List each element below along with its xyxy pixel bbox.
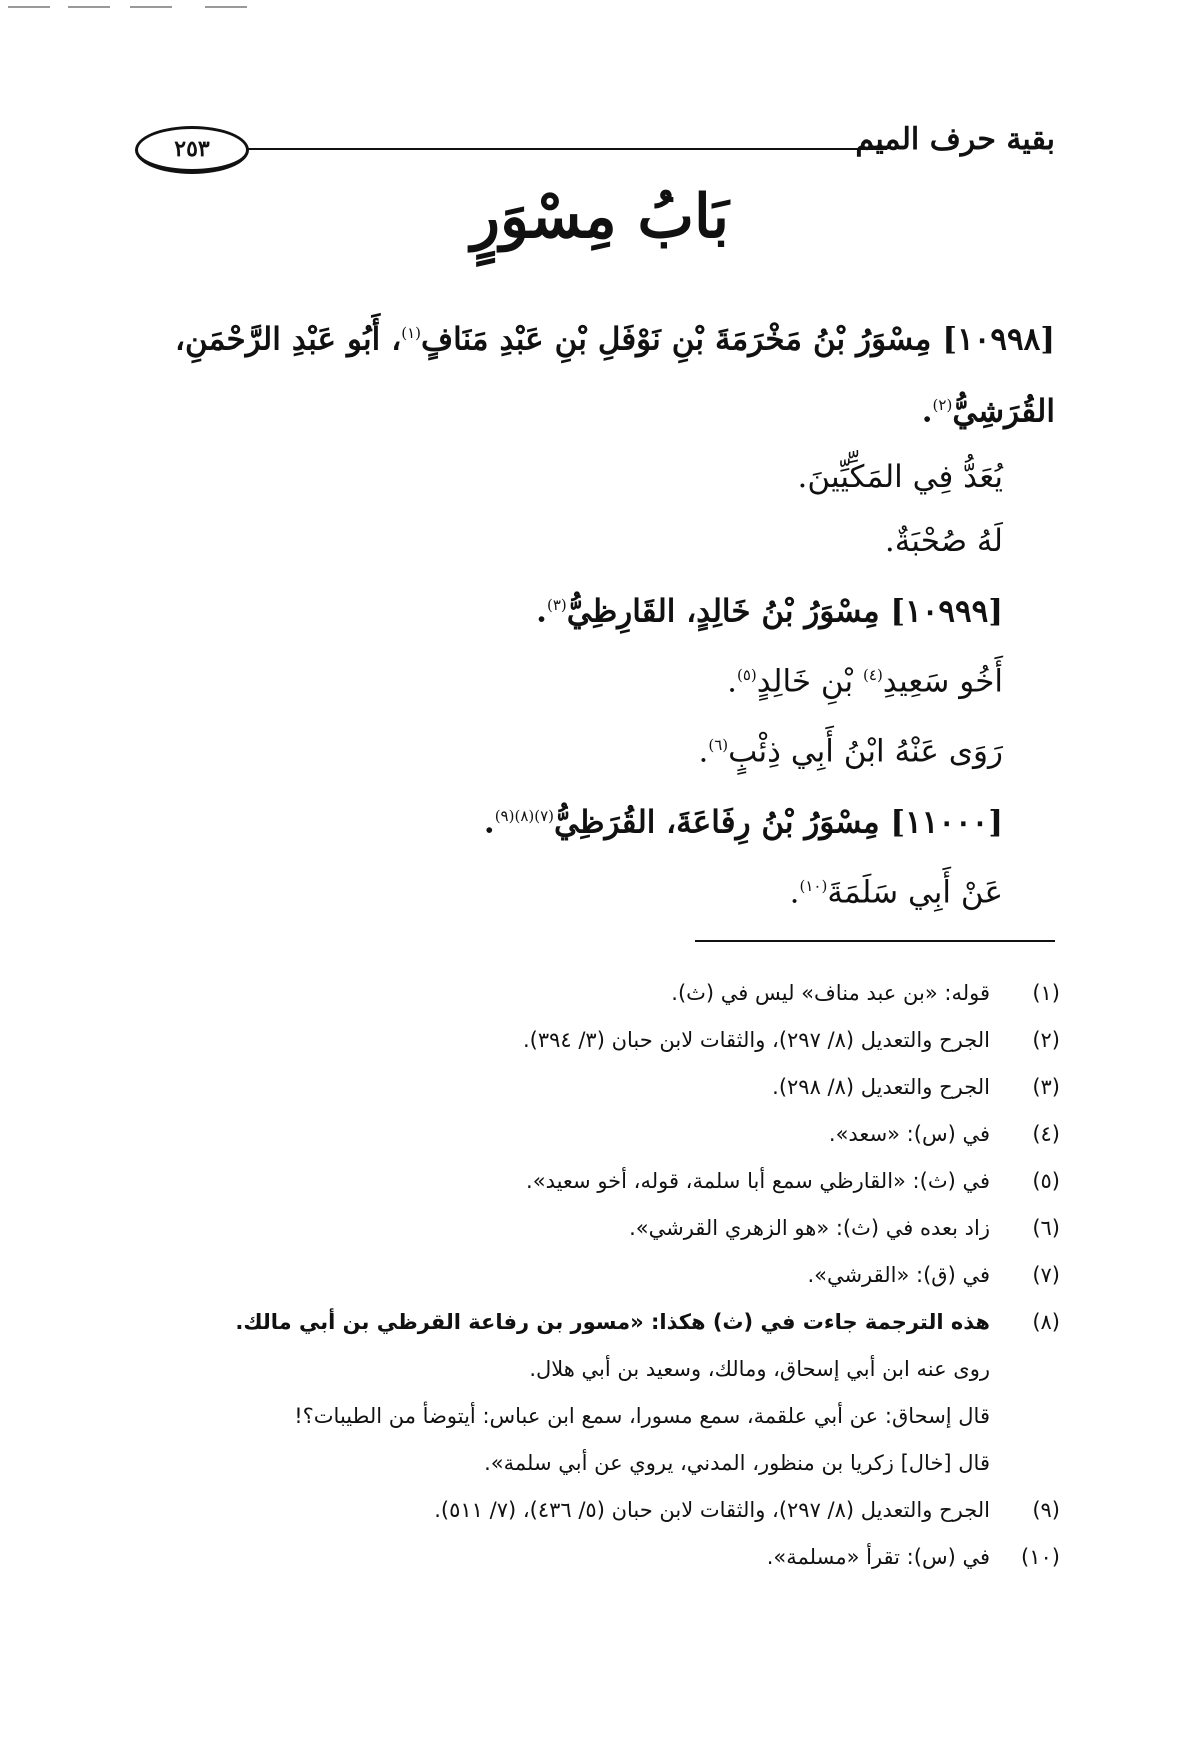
entry-10998-line: لَهُ صُحْبَةٌ. — [884, 522, 1003, 559]
footnote-continuation: روى عنه ابن أبي إسحاق، ومالك، وسعيد بن أبي هلال. — [529, 1357, 990, 1381]
entry-text: رَوَى عَنْهُ ابْنُ أَبِي ذِئْبٍ — [728, 733, 1003, 770]
entry-10999-line — [175, 713, 1055, 783]
entry-text: بْنِ خَالِدٍ — [756, 663, 864, 700]
entry-10999-line — [175, 643, 1055, 713]
footnote-number: (٩) — [1032, 1498, 1060, 1522]
footnote-continuation: قال إسحاق: عن أبي علقمة، سمع مسورا، سمع ابن عباس: أيتوضأ من الطيبات؟! — [294, 1404, 990, 1428]
page-number: ٢٥٣ — [135, 126, 249, 174]
footnote — [160, 1064, 1060, 1111]
footnote-text: الجرح والتعديل (٨/ ٢٩٨). — [772, 1075, 990, 1099]
entry-text: أَخُو سَعِيدِ — [882, 663, 1003, 700]
chapter-title: بَابُ مِسْوَرٍ — [471, 182, 729, 252]
footnote-number: (٥) — [1032, 1169, 1060, 1193]
entry-head-text: . — [483, 803, 495, 840]
entry-text: عَنْ أَبِي سَلَمَةَ — [827, 874, 1003, 911]
entry-head-text: [١٠٩٩٨] مِسْوَرُ بْنُ مَخْرَمَةَ بْنِ نَوْفَلِ بْنِ عَبْدِ مَنَافٍ — [421, 321, 1055, 358]
entry-text: . — [698, 733, 709, 770]
footnote — [160, 1299, 1060, 1346]
entry-11000-line — [175, 854, 1055, 924]
footnote-number: (٦) — [1032, 1216, 1060, 1240]
footnote-text: في (ث): «القارظي سمع أبا سلمة، قوله، أخو سعيد». — [526, 1169, 990, 1193]
footnote-text: في (س): تقرأ «مسلمة». — [766, 1545, 990, 1569]
footnote-ref: (١٠) — [799, 876, 828, 895]
footnote-text: زاد بعده في (ث): «هو الزهري القرشي». — [629, 1216, 990, 1240]
footnote-text: الجرح والتعديل (٨/ ٢٩٧)، والثقات لابن حبان (٥/ ٤٣٦)، (٧/ ٥١١). — [434, 1498, 990, 1522]
footnote-text: في (س): «سعد». — [828, 1122, 990, 1146]
footnote-continuation: قال [خال] زكريا بن منظور، المدني، يروي عن أبي سلمة». — [484, 1451, 990, 1475]
entry-11000-head — [175, 784, 1055, 854]
footnote — [160, 1017, 1060, 1064]
footnote — [160, 1158, 1060, 1205]
footnote-ref: (٦) — [708, 736, 729, 755]
entry-10999-head — [175, 573, 1055, 643]
footnote-number: (٤) — [1032, 1122, 1060, 1146]
footnote — [160, 1534, 1060, 1581]
entry-10998-head — [175, 300, 1055, 445]
footnote — [160, 1487, 1060, 1534]
entry-head-text: ، أَبُو عَبْدِ الرَّحْمَنِ، القُرَشِيُّ — [175, 321, 1055, 430]
scan-marks — [0, 6, 400, 10]
footnote — [160, 1205, 1060, 1252]
footnotes — [160, 970, 1060, 1581]
entry-head-text: [١١٠٠٠] مِسْوَرُ بْنُ رِفَاعَةَ، القُرَظِيُّ — [554, 803, 1003, 840]
footnote-text: قوله: «بن عبد مناف» ليس في (ث). — [671, 981, 990, 1005]
footnote-separator — [695, 940, 1055, 942]
footnote-number: (٣) — [1032, 1075, 1060, 1099]
footnote-text: هذه الترجمة جاءت في (ث) هكذا: «مسور بن رفاعة القرظي بن أبي مالك. — [235, 1310, 990, 1334]
footnote-text: في (ق): «القرشي». — [807, 1263, 990, 1287]
footnote-ref: (٧)(٨)(٩) — [494, 806, 555, 825]
footnote-number: (٢) — [1032, 1028, 1060, 1052]
entry-head-text: [١٠٩٩٩] مِسْوَرُ بْنُ خَالِدٍ، القَارِظِيُّ — [566, 592, 1003, 629]
footnote-number: (١) — [1032, 981, 1060, 1005]
entry-text: . — [727, 663, 737, 700]
footnote — [160, 970, 1060, 1017]
footnote — [160, 1111, 1060, 1158]
footnote-text: الجرح والتعديل (٨/ ٢٩٧)، والثقات لابن حبان (٣/ ٣٩٤). — [522, 1028, 990, 1052]
entry-10998-line: يُعَدُّ فِي المَكِّيِّينَ. — [797, 458, 1003, 495]
running-head: بقية حرف الميم — [855, 122, 1055, 157]
entry-head-text: . — [536, 592, 547, 629]
header-rule — [247, 148, 887, 150]
footnote — [160, 1252, 1060, 1299]
page-header — [135, 120, 1055, 176]
footnote-number: (٧) — [1032, 1263, 1060, 1287]
entry-text: . — [789, 874, 800, 911]
footnote-number: (١٠) — [1021, 1545, 1060, 1569]
entry-head-text: . — [921, 393, 933, 430]
footnote-number: (٨) — [1032, 1310, 1060, 1334]
footnote-ref: (٥) — [736, 665, 757, 684]
entries-block — [175, 300, 1055, 924]
footnote-ref: (٤) — [863, 665, 883, 684]
footnote-ref: (٣) — [546, 595, 567, 614]
footnote-ref: (١) — [401, 324, 421, 342]
footnote-ref: (٢) — [932, 396, 953, 415]
